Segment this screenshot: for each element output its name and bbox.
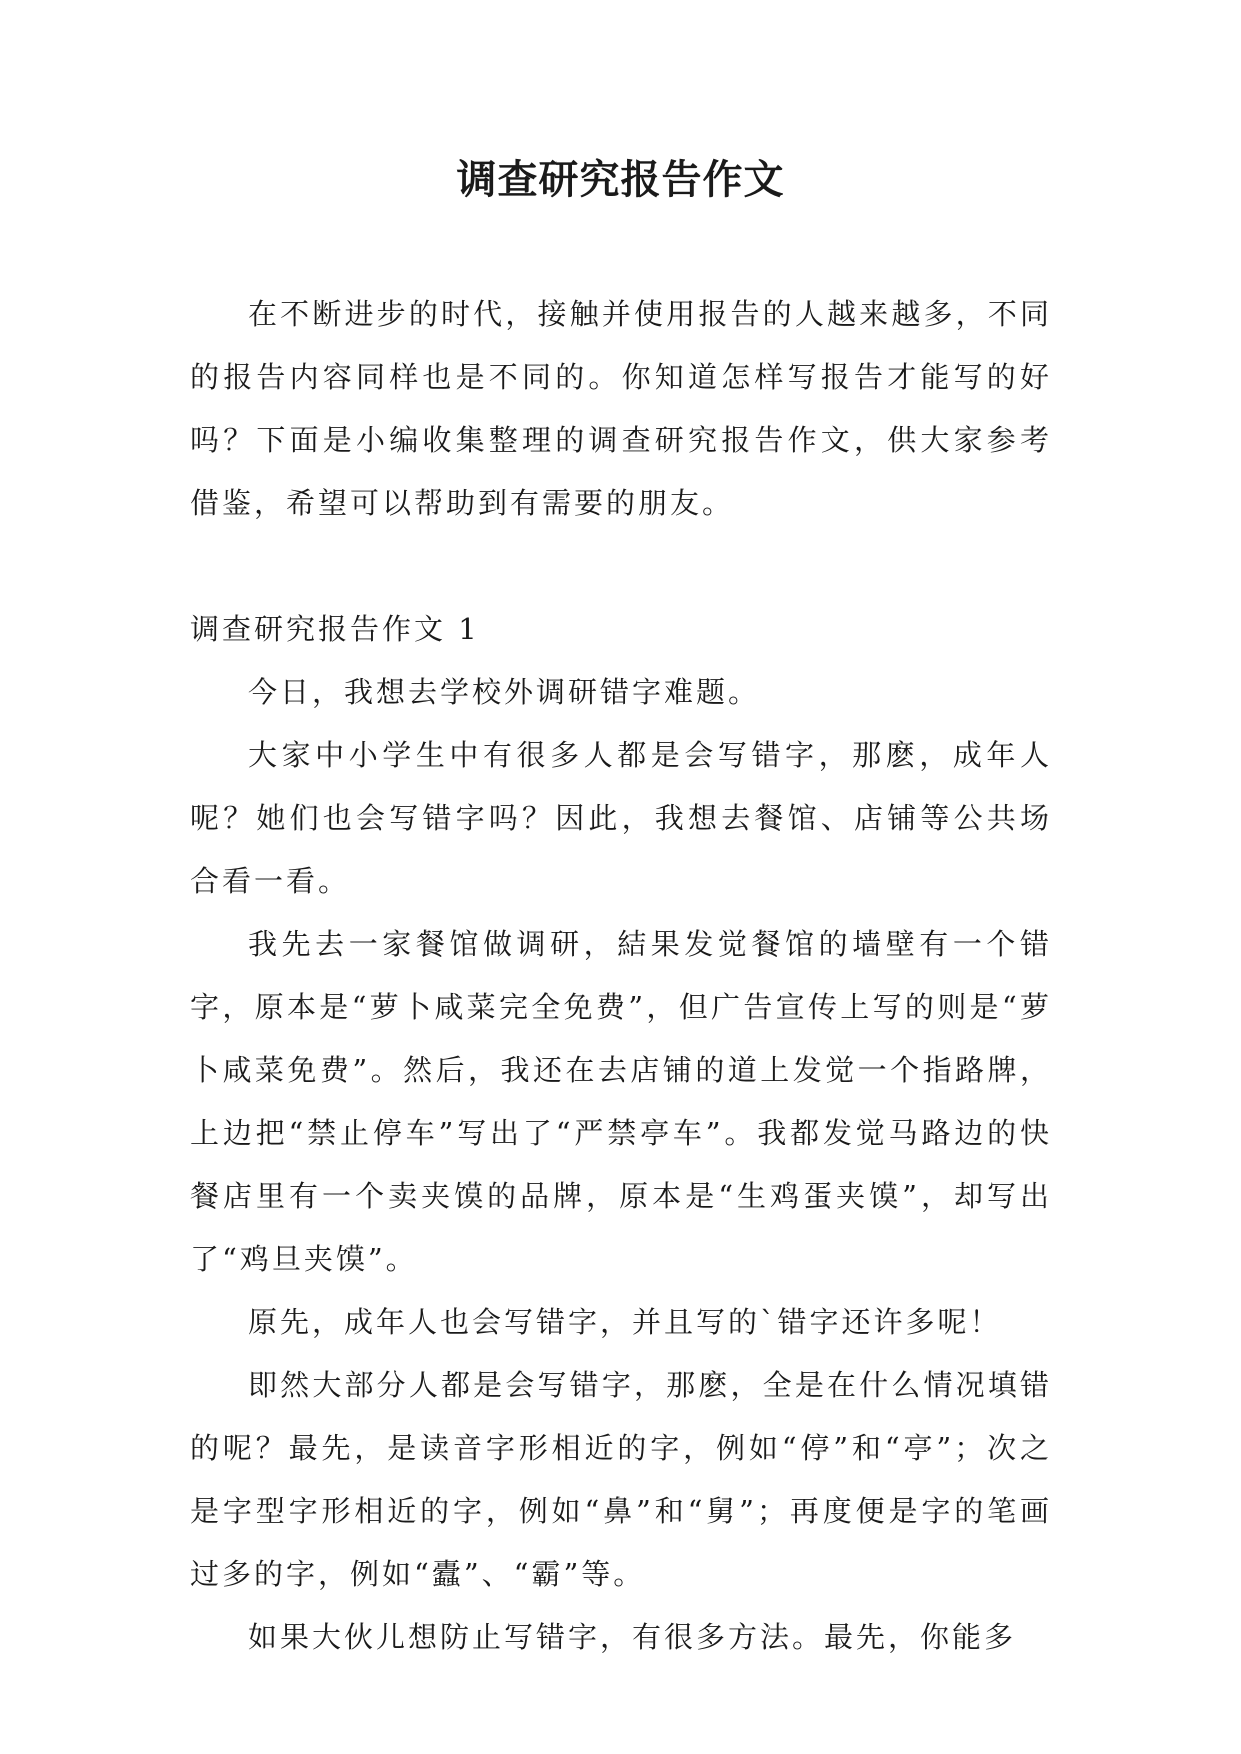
document-body: [190, 283, 1052, 1669]
body-paragraph: 原先，成年人也会写错字，并且写的`错字还许多呢！: [248, 1305, 1002, 1339]
body-paragraph: 即然大部分人都是会写错字，那麽，全是在什么情况填错的呢？最先，是读音字形相近的字，例如“停”和“亭”；次之是字型字形相近的字，例如“鼻”和“舅”；再度便是字的笔画过多的字，例如“蠹”、“霸”等。: [190, 1368, 1052, 1591]
document-title: 调查研究报告作文: [456, 156, 785, 203]
section-heading: 调查研究报告作文 1: [190, 612, 480, 646]
intro-paragraph: 在不断进步的时代，接触并使用报告的人越来越多，不同的报告内容同样也是不同的。你知道怎样写报告才能写的好吗？下面是小编收集整理的调查研究报告作文，供大家参考借鉴，希望可以帮助到有需要的朋友。: [190, 297, 1052, 520]
body-paragraph: 如果大伙儿想防止写错字，有很多方法。最先，你能多: [248, 1620, 1017, 1654]
body-paragraph: 今日，我想去学校外调研错字难题。: [248, 675, 761, 709]
body-paragraph: 大家中小学生中有很多人都是会写错字，那麽，成年人呢？她们也会写错字吗？因此，我想去餐馆、店铺等公共场合看一看。: [190, 738, 1052, 898]
body-paragraph: 我先去一家餐馆做调研，結果发觉餐馆的墙壁有一个错字，原本是“萝卜咸菜完全免费”，但广告宣传上写的则是“萝卜咸菜免费”。然后，我还在去店铺的道上发觉一个指路牌，上边把“禁止停车”写出了“严禁亭车”。我都发觉马路边的快餐店里有一个卖夹馍的品牌，原本是“生鸡蛋夹馍”，却写出了“鸡旦夹馍”。: [190, 927, 1052, 1276]
